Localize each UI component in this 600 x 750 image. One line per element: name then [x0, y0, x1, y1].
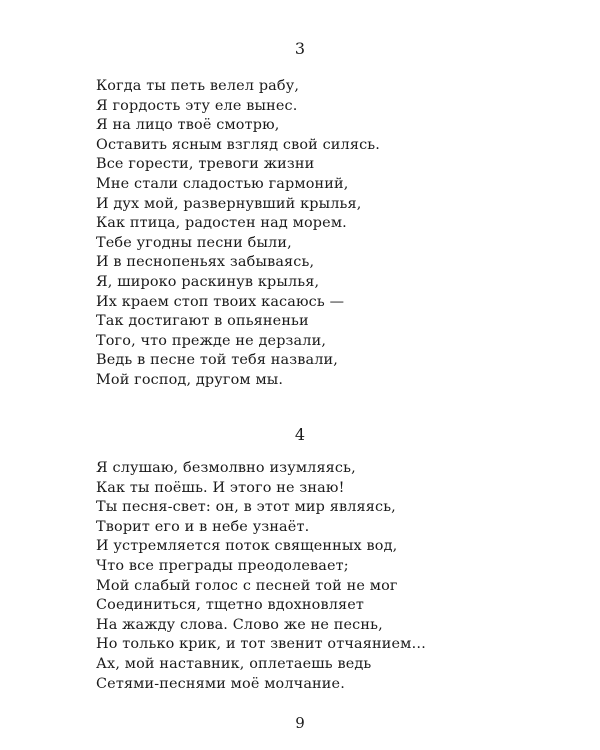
poem-line: Соединиться, тщетно вдохновляет — [96, 597, 365, 614]
poem-line: Я, широко раскинув крылья, — [96, 273, 320, 290]
poem-line: Как птица, радостен над морем. — [96, 215, 347, 232]
poem-line: И устремляется поток священных вод, — [96, 538, 398, 555]
poem-4 — [96, 459, 426, 694]
page-number: 9 — [295, 714, 305, 732]
poem-line: Но только крик, и тот звенит отчаянием… — [96, 636, 427, 653]
poem-line: Оставить ясным взгляд свой силясь. — [96, 136, 380, 153]
section-number-4: 4 — [294, 425, 306, 444]
poem-line: Все горести, тревоги жизни — [96, 156, 315, 173]
poem-line: Тебе угодны песни были, — [96, 234, 292, 251]
poem-line: И в песнопеньях забываясь, — [96, 254, 315, 271]
poem-3 — [96, 77, 380, 391]
poem-line: Творит его и в небе узнаёт. — [96, 518, 310, 535]
poem-line: И дух мой, развернувший крылья, — [96, 195, 362, 212]
poem-line: Ах, мой наставник, оплетаешь ведь — [96, 655, 372, 672]
poem-line: Я слушаю, безмолвно изумляясь, — [96, 460, 356, 476]
poem-line: Так достигают в опьяненьи — [96, 313, 309, 330]
poem-line: Как ты поёшь. И этого не знаю! — [96, 479, 345, 496]
poem-line: На жажду слова. Слово же не песнь, — [96, 616, 383, 633]
poem-line: Я на лицо твоё смотрю, — [96, 117, 280, 134]
poem-line: Ведь в песне той тебя назвали, — [96, 352, 338, 369]
section-number-3: 3 — [294, 39, 306, 58]
poem-line: Когда ты петь велел рабу, — [96, 78, 300, 94]
poem-line: Мой слабый голос с песней той не мог — [96, 577, 398, 594]
poem-line: Мой господ, другом мы. — [96, 371, 284, 388]
poem-line: Их краем стоп твоих касаюсь — — [96, 293, 345, 310]
poem-line: Мне стали сладостью гармоний, — [96, 175, 349, 192]
poem-line: Того, что прежде не дерзали, — [96, 332, 327, 349]
poem-line: Я гордость эту еле вынес. — [96, 97, 298, 114]
poem-line: Что все преграды преодолевает; — [96, 557, 349, 574]
poem-line: Сетями-песнями моё молчание. — [96, 675, 345, 692]
poem-line: Ты песня-свет: он, в этот мир являясь, — [96, 499, 396, 516]
